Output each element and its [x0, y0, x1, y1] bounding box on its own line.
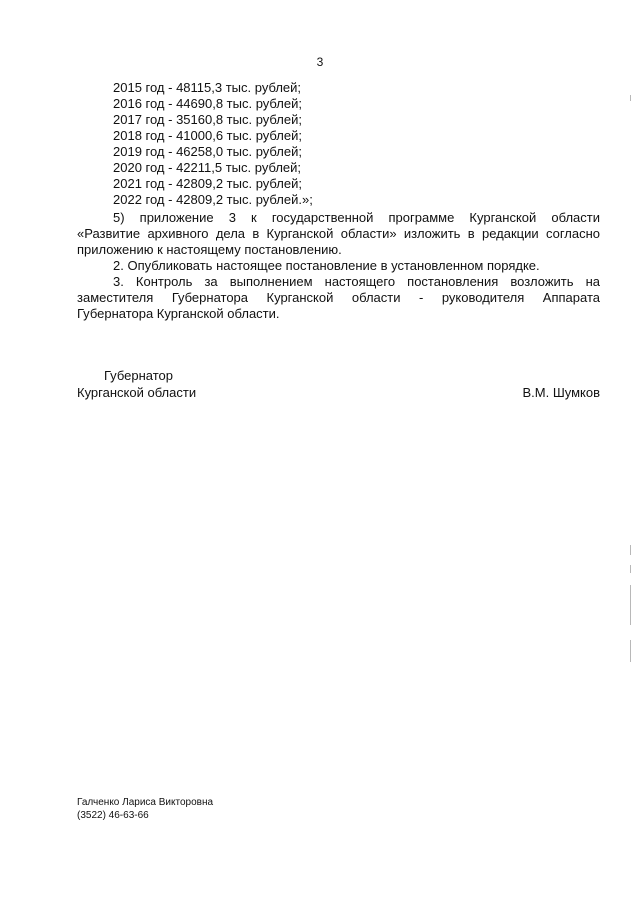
item-3-line-2: заместителя Губернатора Курганской области - руководителя Аппарата — [77, 290, 600, 305]
funding-line-2015: 2015 год - 48115,3 тыс. рублей; — [113, 80, 302, 95]
scan-mark — [630, 640, 631, 662]
item-3-paragraph — [77, 274, 600, 322]
governor-name: В.М. Шумков — [522, 385, 600, 400]
funding-line-2021: 2021 год - 42809,2 тыс. рублей; — [113, 176, 302, 191]
funding-line-2016: 2016 год - 44690,8 тыс. рублей; — [113, 96, 302, 111]
scan-margin-marks — [630, 0, 632, 905]
executor-phone: (3522) 46-63-66 — [77, 810, 149, 821]
item-3-line-3: Губернатора Курганской области. — [77, 306, 280, 321]
governor-title: Губернатор — [104, 368, 173, 383]
signature-row — [77, 384, 600, 401]
funding-line-2022: 2022 год - 42809,2 тыс. рублей.»; — [113, 192, 313, 207]
item-3-line-1: 3. Контроль за выполнением настоящего постановления возложить на — [113, 274, 600, 289]
executor-info — [77, 796, 213, 822]
scan-mark — [630, 545, 631, 555]
executor-name: Галченко Лариса Викторовна — [77, 797, 214, 808]
item-5-line-2: «Развитие архивного дела в Курганской области» изложить в редакции согласно — [77, 226, 600, 241]
scan-mark — [630, 95, 631, 101]
funding-line-2018: 2018 год - 41000,6 тыс. рублей; — [113, 128, 302, 143]
scan-mark — [630, 565, 631, 573]
governor-region: Курганской области — [77, 385, 197, 400]
funding-line-2019: 2019 год - 46258,0 тыс. рублей; — [113, 144, 302, 159]
funding-line-2017: 2017 год - 35160,8 тыс. рублей; — [113, 112, 302, 127]
item-2-paragraph — [77, 258, 600, 274]
funding-year-list — [113, 80, 313, 208]
item-5-line-3: приложению к настоящему постановлению. — [77, 242, 342, 257]
item-2-line: 2. Опубликовать настоящее постановление в установленном порядке. — [113, 258, 540, 273]
scan-mark — [630, 585, 631, 625]
funding-line-2020: 2020 год - 42211,5 тыс. рублей; — [113, 160, 302, 175]
item-5-paragraph — [77, 210, 600, 258]
signature-block — [77, 367, 600, 401]
page-number: 3 — [316, 55, 324, 69]
item-5-line-1: 5) приложение 3 к государственной программе Курганской области — [113, 210, 600, 225]
